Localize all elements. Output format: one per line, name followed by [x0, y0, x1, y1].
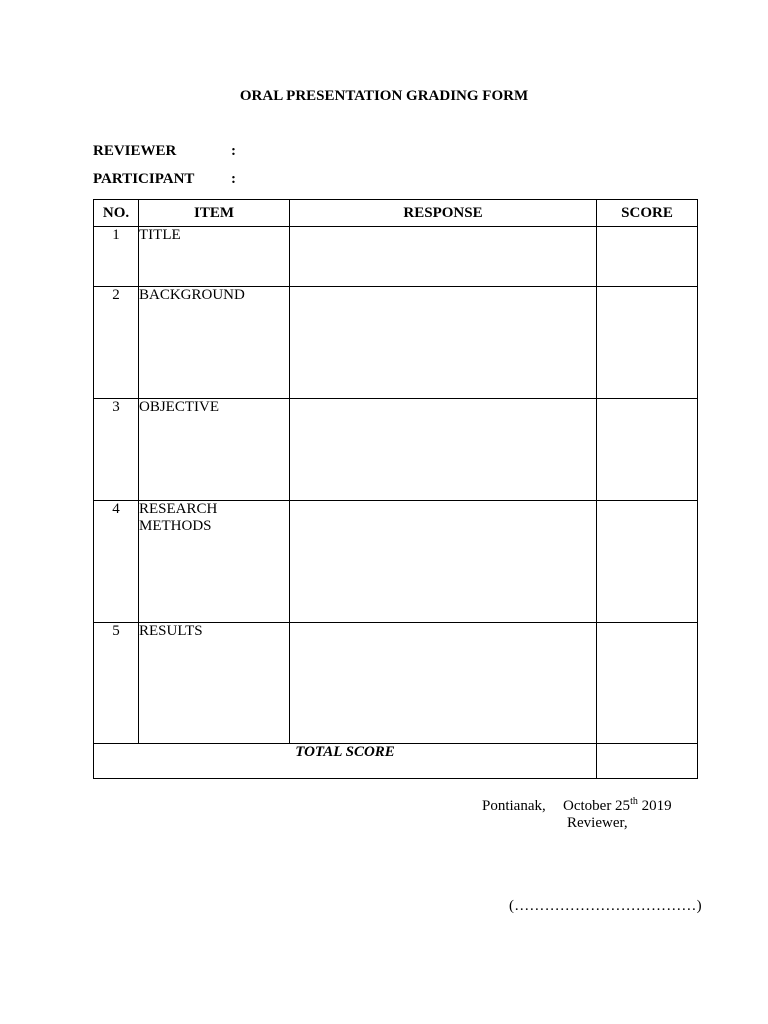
row-number: 1 — [94, 227, 139, 287]
participant-label: PARTICIPANT — [93, 171, 195, 187]
table-row — [94, 287, 698, 399]
table-row — [94, 501, 698, 623]
participant-field — [93, 171, 236, 188]
row-number: 4 — [94, 501, 139, 623]
row-number: 3 — [94, 399, 139, 501]
response-cell[interactable] — [290, 501, 597, 623]
header-response: RESPONSE — [290, 200, 597, 227]
table-header-row — [94, 200, 698, 227]
table-row — [94, 399, 698, 501]
score-cell[interactable] — [597, 399, 698, 501]
reviewer-label: REVIEWER — [93, 143, 177, 159]
row-item: TITLE — [139, 227, 290, 287]
table-row — [94, 623, 698, 744]
row-item: RESEARCH METHODS — [139, 501, 290, 623]
reviewer-colon: : — [231, 143, 236, 159]
response-cell[interactable] — [290, 623, 597, 744]
header-score: SCORE — [597, 200, 698, 227]
header-no: NO. — [94, 200, 139, 227]
place-text: Pontianak, — [482, 798, 546, 814]
row-item: BACKGROUND — [139, 287, 290, 399]
score-cell[interactable] — [597, 623, 698, 744]
date-text: October 25 — [563, 798, 631, 814]
response-cell[interactable] — [290, 287, 597, 399]
response-cell[interactable] — [290, 399, 597, 501]
total-score-label: TOTAL SCORE — [94, 744, 597, 779]
grading-table — [93, 199, 698, 779]
reviewer-field — [93, 143, 236, 160]
response-cell[interactable] — [290, 227, 597, 287]
row-item: RESULTS — [139, 623, 290, 744]
row-item: OBJECTIVE — [139, 399, 290, 501]
total-score-cell[interactable] — [597, 744, 698, 779]
row-number: 5 — [94, 623, 139, 744]
score-cell[interactable] — [597, 227, 698, 287]
signature-line[interactable]: (………………………………) — [509, 898, 702, 914]
row-number: 2 — [94, 287, 139, 399]
header-item: ITEM — [139, 200, 290, 227]
score-cell[interactable] — [597, 287, 698, 399]
total-row — [94, 744, 698, 779]
form-title: ORAL PRESENTATION GRADING FORM — [239, 88, 529, 104]
table-row — [94, 227, 698, 287]
date-ordinal: th — [630, 796, 638, 807]
score-cell[interactable] — [597, 501, 698, 623]
reviewer-role: Reviewer, — [567, 815, 628, 831]
place-date — [482, 796, 672, 815]
participant-colon: : — [231, 171, 236, 187]
date-year: 2019 — [637, 798, 672, 814]
